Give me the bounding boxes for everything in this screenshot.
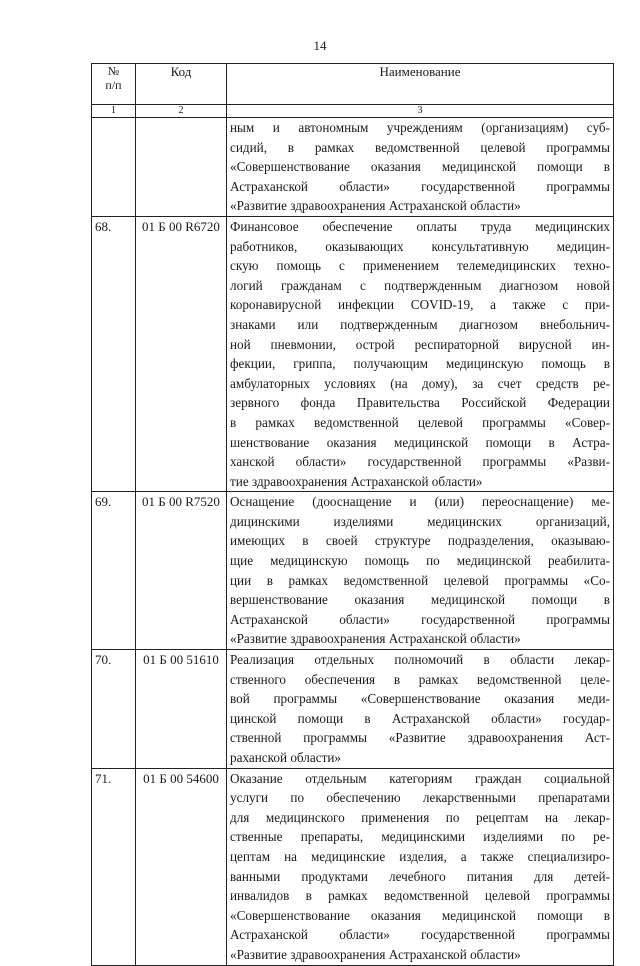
row-name-line: шенствование оказания медицинской помощи в Астра- bbox=[230, 434, 610, 450]
row-name-line: «Развитие здравоохранения Астраханской области» bbox=[230, 946, 521, 962]
row-name-line: «Совершенствование оказания медицинской помощи в bbox=[230, 907, 610, 923]
table-row bbox=[92, 492, 614, 650]
row-name-line: логий гражданам с подтвержденным диагнозом новой bbox=[230, 277, 610, 293]
row-name-line: услуги по обеспечению лекарственными препаратами bbox=[230, 790, 610, 806]
row-name-line: Астраханской области» государственной программы bbox=[230, 611, 610, 627]
row-name-line: цинской помощи в Астраханской области» государ- bbox=[230, 710, 610, 726]
header-number-symbol: № bbox=[107, 64, 120, 78]
row-name-line: знаками или подтвержденным диагнозом внебольнич- bbox=[230, 316, 610, 332]
column-numbers-row bbox=[92, 105, 614, 118]
row-name-line: имеющих в своей структуре подразделения, оказываю- bbox=[230, 533, 610, 549]
row-name-line: коронавирусной инфекции COVID-19, а также с при- bbox=[230, 297, 610, 313]
row-name-line: вершенствование оказания медицинской помощи в bbox=[230, 592, 610, 608]
row-name-line: «Развитие здравоохранения Астраханской области» bbox=[230, 198, 521, 214]
table-row bbox=[92, 650, 614, 769]
row-name-line: Реализация отдельных полномочий в области лекар- bbox=[230, 652, 610, 668]
row-name-line: цептам на медицинские изделия, а также специализиро- bbox=[230, 848, 610, 864]
row-number: 70. bbox=[92, 650, 136, 769]
row-name-line: зервного фонда Правительства Российской Федерации bbox=[230, 395, 610, 411]
row-number: 71. bbox=[92, 768, 136, 965]
row-name-line: Астраханской области» государственной программы bbox=[230, 178, 610, 194]
budget-classification-table bbox=[91, 63, 614, 966]
row-code: 01 Б 00 54600 bbox=[136, 768, 227, 965]
row-name bbox=[227, 650, 614, 769]
table-header-row bbox=[92, 64, 614, 105]
row-name-line: сидий, в рамках ведомственной целевой программы bbox=[230, 139, 610, 155]
row-name-line: ханской области» государственной программы «Разви- bbox=[230, 454, 610, 470]
row-name-line: в рамках ведомственной целевой программы «Совер- bbox=[230, 414, 610, 430]
row-code: 01 Б 00 R7520 bbox=[136, 492, 227, 650]
row-code: 01 Б 00 R6720 bbox=[136, 216, 227, 491]
header-number-abbr: п/п bbox=[105, 78, 122, 92]
row-name-line: для медицинского применения по рецептам на лекар- bbox=[230, 809, 610, 825]
row-name-line: тие здравоохранения Астраханской области» bbox=[230, 473, 483, 489]
header-name: Наименование bbox=[227, 64, 614, 105]
row-name-line: вой программы «Совершенствование оказания меди- bbox=[230, 691, 610, 707]
row-name-line: ственного обеспечения в рамках ведомственной целе- bbox=[230, 671, 610, 687]
column-number: 2 bbox=[136, 105, 227, 118]
row-name-line: ванными продуктами лечебного питания для детей- bbox=[230, 868, 610, 884]
row-name-line: инвалидов в рамках ведомственной целевой программы bbox=[230, 888, 610, 904]
row-name-line: фекции, гриппа, получающим медицинскую помощь в bbox=[230, 356, 610, 372]
row-name bbox=[227, 492, 614, 650]
table-row bbox=[92, 768, 614, 965]
row-name-line: Оснащение (дооснащение и (или) переоснащение) ме- bbox=[230, 494, 610, 510]
header-code: Код bbox=[136, 64, 227, 105]
row-name bbox=[227, 768, 614, 965]
row-name-line: ции в рамках ведомственной целевой программы «Со- bbox=[230, 572, 610, 588]
row-name-line: ной пневмонии, острой респираторной вирусной ин- bbox=[230, 336, 610, 352]
row-name-line: «Совершенствование оказания медицинской помощи в bbox=[230, 159, 610, 175]
column-number: 3 bbox=[227, 105, 614, 118]
row-name bbox=[227, 216, 614, 491]
row-name-line: ным и автономным учреждениям (организациям) суб- bbox=[230, 120, 610, 135]
row-name-line: ственной программы «Развитие здравоохранения Аст- bbox=[230, 730, 610, 746]
row-name-line: скую помощь с применением телемедицинских техно- bbox=[230, 258, 610, 274]
row-name-line: Финансовое обеспечение оплаты труда медицинских bbox=[230, 218, 610, 234]
table-row bbox=[92, 118, 614, 217]
table-row bbox=[92, 216, 614, 491]
row-code: 01 Б 00 51610 bbox=[136, 650, 227, 769]
row-number: 68. bbox=[92, 216, 136, 491]
page-number: 14 bbox=[313, 38, 327, 53]
column-number: 1 bbox=[92, 105, 136, 118]
row-name bbox=[227, 118, 614, 217]
row-name-line: дицинскими изделиями медицинских организаций, bbox=[230, 513, 610, 529]
row-name-line: Астраханской области» государственной программы bbox=[230, 927, 610, 943]
row-name-line: «Развитие здравоохранения Астраханской области» bbox=[230, 631, 521, 647]
row-name-line: ственные препараты, медицинскими изделиями по ре- bbox=[230, 829, 610, 845]
row-name-line: щие медицинскую помощь по медицинской реабилита- bbox=[230, 553, 610, 569]
row-code bbox=[136, 118, 227, 217]
header-number bbox=[92, 64, 136, 105]
row-name-line: амбулаторных условиях (на дому), за счет средств ре- bbox=[230, 375, 610, 391]
row-number: 69. bbox=[92, 492, 136, 650]
row-number bbox=[92, 118, 136, 217]
row-name-line: Оказание отдельным категориям граждан социальной bbox=[230, 770, 610, 786]
row-name-line: раханской области» bbox=[230, 750, 341, 765]
row-name-line: работников, оказывающих консультативную медицин- bbox=[230, 238, 610, 254]
